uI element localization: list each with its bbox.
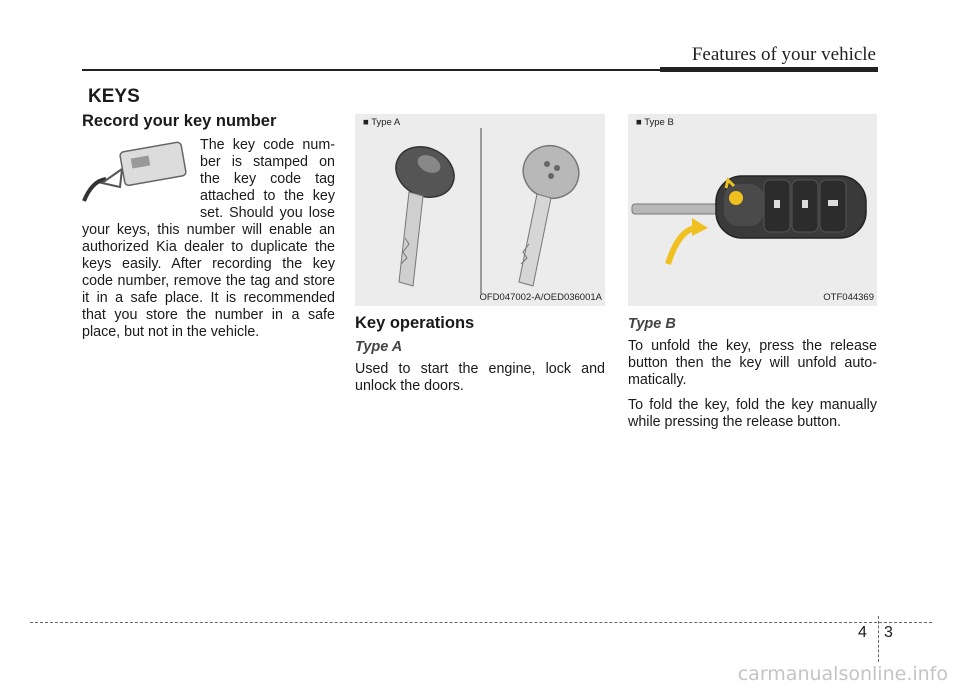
figure-type-a xyxy=(355,114,605,306)
header-title: Features of your vehicle xyxy=(691,44,876,65)
record-heading: Record your key number xyxy=(82,112,277,130)
record-column xyxy=(82,112,335,349)
figure-b-label: ■ Type B xyxy=(636,117,674,128)
type-b-fob-image xyxy=(628,114,877,306)
record-paragraph: The key code num- ber is stamped on the key code tag attached to the key set. Should you lose your keys, this number will enable an authorized Kia dealer to duplicate the keys easily. After recording the key code number, remove the tag and store it in a safe place. It is recommended that you store the number in a safe place, but not in the vehicle. xyxy=(82,137,335,340)
type-a-heading: Type A xyxy=(355,339,403,355)
section-title: KEYS xyxy=(88,86,140,107)
watermark: carmanualsonline.info xyxy=(737,663,948,685)
type-a-paragraph: Used to start the engine, lock and unlock the doors. xyxy=(355,361,605,394)
type-b-heading: Type B xyxy=(628,316,676,332)
type-a-keys-image xyxy=(355,114,605,306)
key-operations-column xyxy=(355,314,605,403)
page-number-separator xyxy=(878,616,879,662)
figure-a-code: OFD047002-A/OED036001A xyxy=(479,292,602,303)
type-b-paragraph-2: To fold the key, fold the key manually while pressing the release button. xyxy=(628,397,877,430)
key-tag-image xyxy=(82,139,190,207)
header-rule-thick xyxy=(660,67,878,72)
figure-type-b xyxy=(628,114,877,306)
type-b-paragraph-1: To unfold the key, press the release button then the key will unfold auto- matically. xyxy=(628,338,877,388)
key-operations-heading: Key operations xyxy=(355,314,475,332)
type-b-column xyxy=(628,314,877,439)
footer-dashed-rule xyxy=(30,622,932,623)
page-number: 3 xyxy=(884,624,893,641)
header-rule xyxy=(82,69,660,71)
figure-a-label: ■ Type A xyxy=(363,117,401,128)
figure-b-code: OTF044369 xyxy=(823,292,874,303)
page-chapter: 4 xyxy=(858,624,867,641)
